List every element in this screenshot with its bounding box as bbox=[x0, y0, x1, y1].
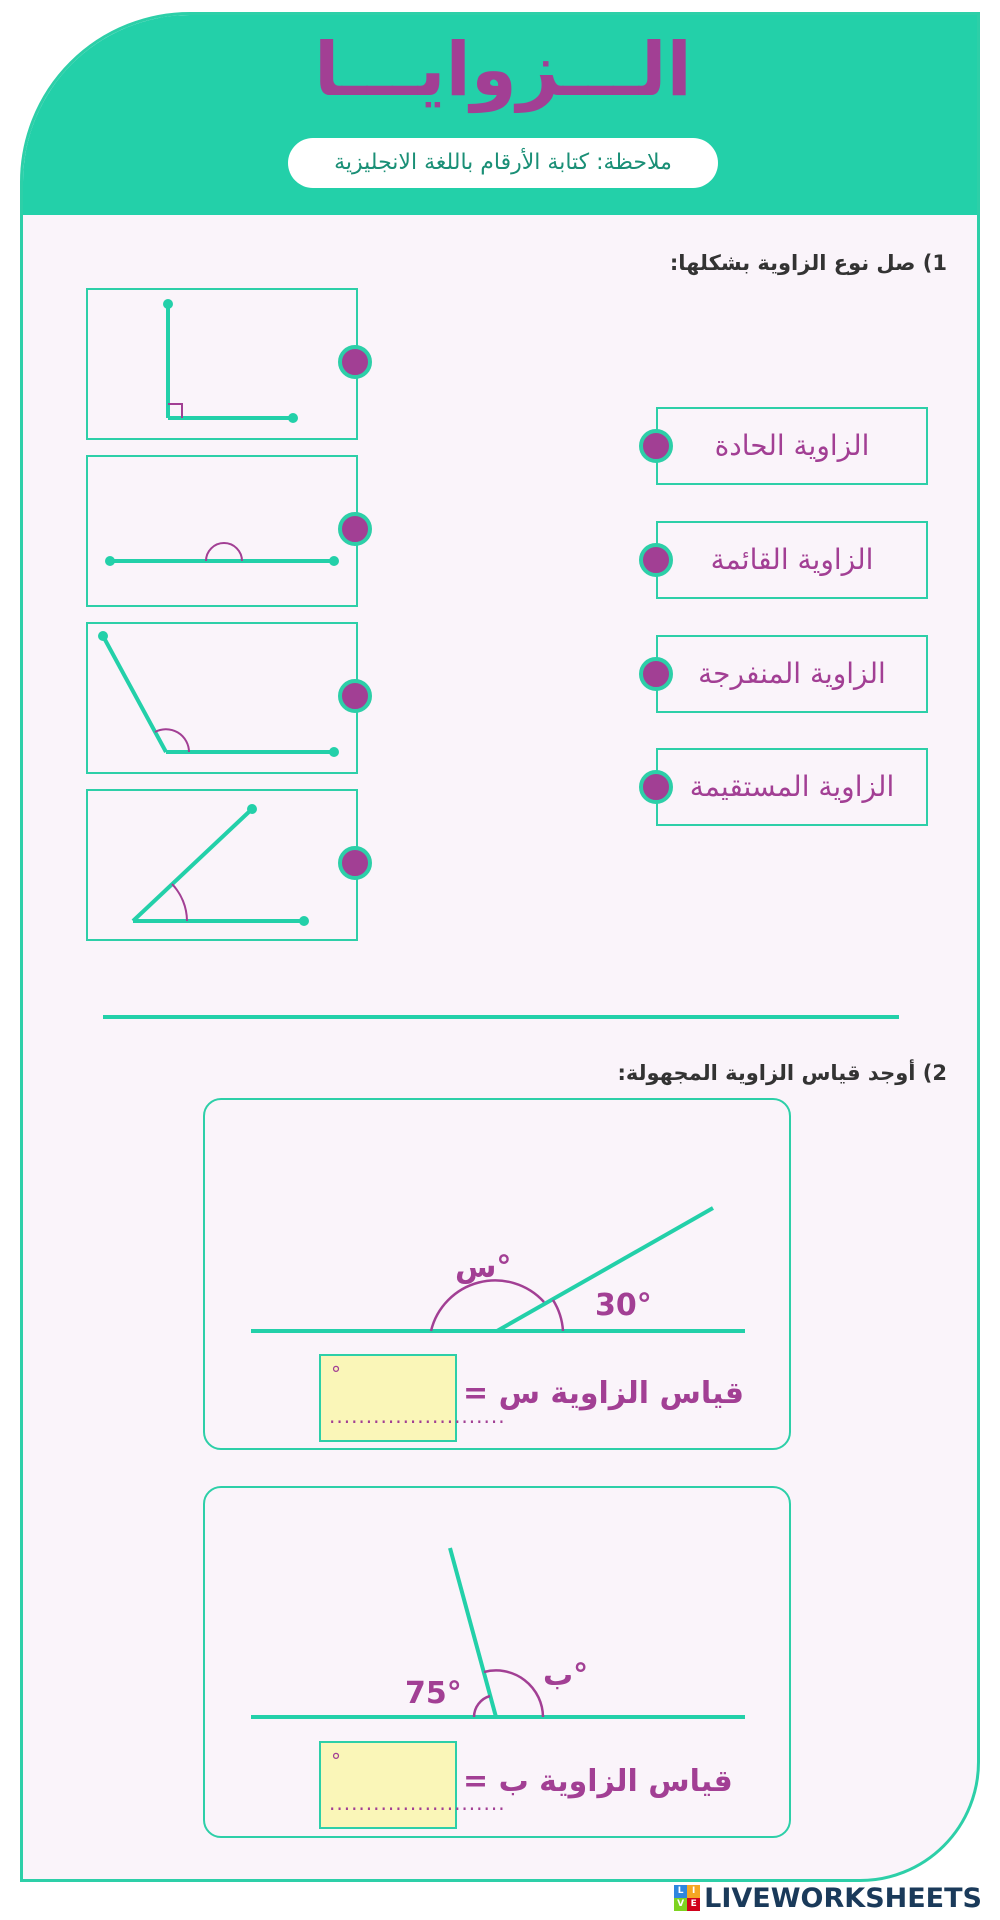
page-title: الـــزوايـــا bbox=[314, 27, 692, 113]
unknown-angle-b: ب° bbox=[543, 1658, 589, 1693]
shape-obtuse-angle bbox=[86, 622, 358, 774]
match-dot-shape-1[interactable] bbox=[338, 345, 372, 379]
label-obtuse-angle: الزاوية المنفرجة bbox=[656, 635, 928, 713]
degree-mark: ° bbox=[331, 1749, 341, 1773]
label-straight-angle: الزاوية المستقيمة bbox=[656, 748, 928, 826]
match-dot-label-2[interactable] bbox=[639, 543, 673, 577]
straight-angle-figure bbox=[88, 457, 360, 609]
logo-letter-e: E bbox=[687, 1898, 700, 1911]
answer-label-x: قياس الزاوية س = bbox=[463, 1376, 745, 1411]
question-1-title: 1) صل نوع الزاوية بشكلها: bbox=[669, 251, 947, 275]
match-dot-label-4[interactable] bbox=[639, 770, 673, 804]
match-dot-label-3[interactable] bbox=[639, 657, 673, 691]
answer-label-b: قياس الزاوية ب = bbox=[463, 1764, 733, 1799]
match-dot-label-1[interactable] bbox=[639, 429, 673, 463]
match-dot-shape-4[interactable] bbox=[338, 846, 372, 880]
worksheet bbox=[20, 12, 980, 1882]
label-acute-angle: الزاوية الحادة bbox=[656, 407, 928, 485]
obtuse-angle-figure bbox=[88, 624, 360, 776]
header-banner bbox=[23, 15, 980, 215]
right-angle-figure bbox=[88, 290, 360, 442]
shape-straight-angle bbox=[86, 455, 358, 607]
problem-2-card bbox=[203, 1486, 791, 1838]
known-angle-30: 30° bbox=[595, 1288, 652, 1323]
logo-letter-i: I bbox=[687, 1885, 700, 1898]
label-right-angle: الزاوية القائمة bbox=[656, 521, 928, 599]
note-pill: ملاحظة: كتابة الأرقام باللغة الانجليزية bbox=[288, 138, 718, 188]
logo-letter-v: V bbox=[674, 1898, 687, 1911]
answer-placeholder: ........................ bbox=[329, 1404, 506, 1428]
problem-1-card bbox=[203, 1098, 791, 1450]
shape-acute-angle bbox=[86, 789, 358, 941]
acute-angle-figure bbox=[88, 791, 360, 943]
footer-brand bbox=[674, 1882, 982, 1914]
logo-letter-l: L bbox=[674, 1885, 687, 1898]
degree-mark: ° bbox=[331, 1362, 341, 1386]
section-divider bbox=[103, 1015, 899, 1019]
question-2-title: 2) أوجد قياس الزاوية المجهولة: bbox=[617, 1061, 947, 1085]
liveworksheets-logo bbox=[674, 1885, 700, 1911]
match-dot-shape-3[interactable] bbox=[338, 679, 372, 713]
answer-placeholder: ........................ bbox=[329, 1791, 506, 1815]
known-angle-75: 75° bbox=[405, 1676, 462, 1711]
answer-field-b[interactable] bbox=[319, 1741, 506, 1829]
brand-name: LIVEWORKSHEETS bbox=[704, 1882, 982, 1914]
answer-field-x[interactable] bbox=[319, 1354, 506, 1442]
match-dot-shape-2[interactable] bbox=[338, 512, 372, 546]
shape-right-angle bbox=[86, 288, 358, 440]
unknown-angle-x: س° bbox=[455, 1250, 512, 1285]
